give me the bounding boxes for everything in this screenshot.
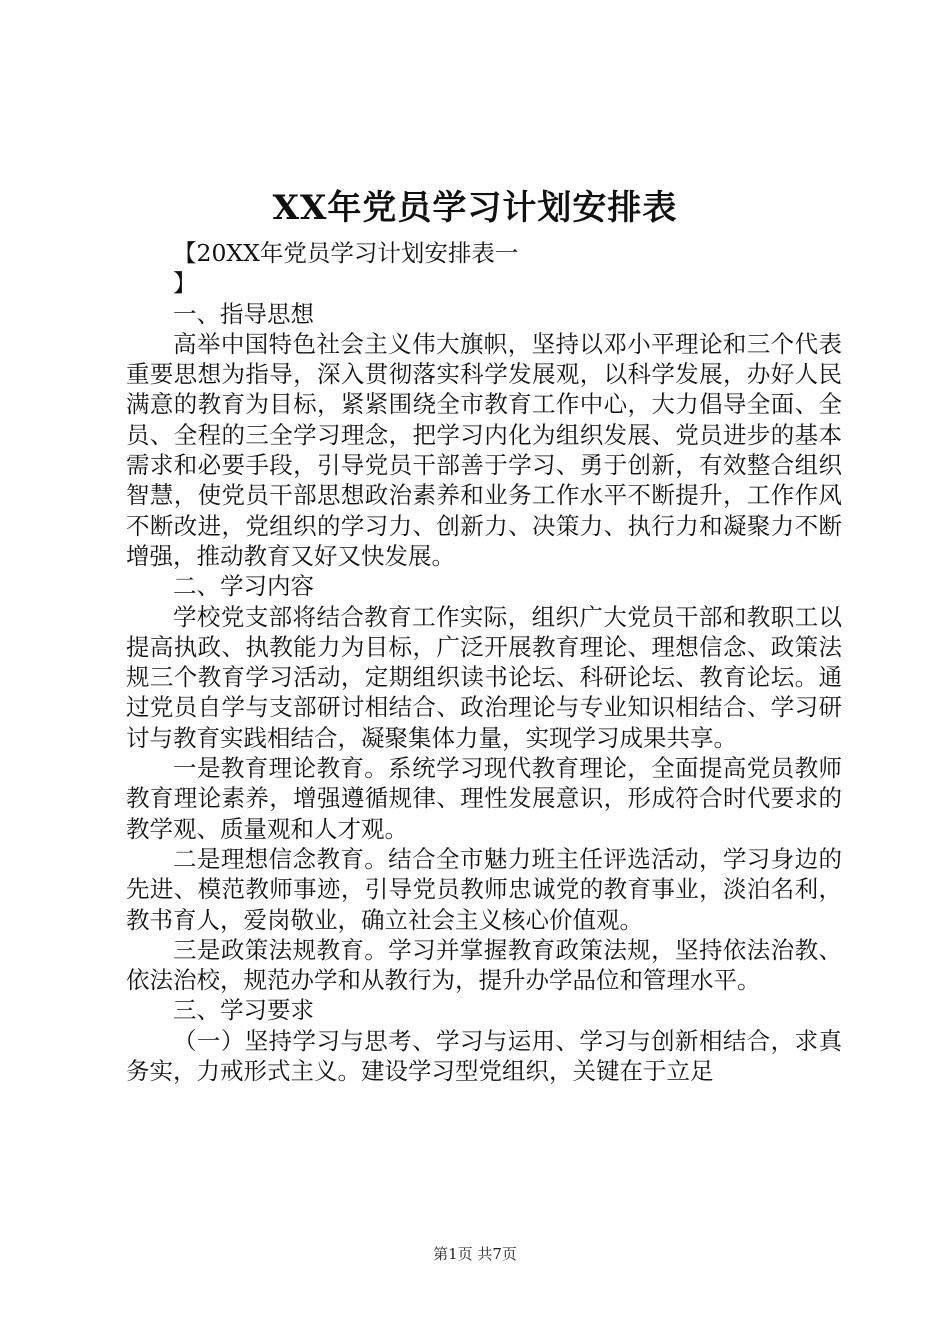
paragraph-subtitle-bracket: 】 bbox=[173, 269, 197, 298]
document-title: XX年党员学习计划安排表 bbox=[272, 188, 678, 228]
paragraph-ideals-education: 二是理想信念教育。结合全市魅力班主任评选活动，学习身边的先进、模范教师事迹，引导党员教师忠诚党的教育事业，淡泊名利，教书育人，爱岗敬业，确立社会主义核心价值观。 bbox=[126, 844, 842, 934]
paragraph-requirement-one: （一）坚持学习与思考、学习与运用、学习与创新相结合，求真务实，力戒形式主义。建设学习型党组织，关键在于立足 bbox=[126, 1026, 842, 1086]
section-heading-guiding-thought: 一、指导思想 bbox=[173, 299, 314, 328]
section-heading-study-content: 二、学习内容 bbox=[173, 572, 314, 601]
paragraph-theory-education: 一是教育理论教育。系统学习现代教育理论，全面提高党员教师教育理论素养，增强遵循规律、理性发展意识，形成符合时代要求的教学观、质量观和人才观。 bbox=[126, 754, 842, 843]
paragraph-study-content: 学校党支部将结合教育工作实际，组织广大党员干部和教职工以提高执政、执教能力为目标，广泛开展教育理论、理想信念、政策法规三个教育学习活动，定期组织读书论坛、科研论坛、教育论坛。通过党员自学与支部研讨相结合、政治理论与专业知识相结合、学习研讨与教育实践相结合，凝聚集体力量，实现学习成果共享。 bbox=[126, 602, 842, 752]
section-heading-study-requirements: 三、学习要求 bbox=[173, 996, 314, 1025]
document-body bbox=[126, 238, 842, 1086]
page-footer: 第1页 共7页 bbox=[433, 1245, 517, 1263]
paragraph-subtitle: 【20XX年党员学习计划安排表一 bbox=[173, 239, 519, 267]
paragraph-policy-education: 三是政策法规教育。学习并掌握教育政策法规，坚持依法治教、依法治校，规范办学和从教行为，提升办学品位和管理水平。 bbox=[126, 935, 842, 995]
paragraph-guiding-thought: 高举中国特色社会主义伟大旗帜，坚持以邓小平理论和三个代表重要思想为指导，深入贯彻落实科学发展观，以科学发展，办好人民满意的教育为目标，紧紧围绕全市教育工作中心，大力倡导全面、全员、全程的三全学习理念，把学习内化为组织发展、党员进步的基本需求和必要手段，引导党员干部善于学习、勇于创新，有效整合组织智慧，使党员干部思想政治素养和业务工作水平不断提升，工作作风不断改进，党组织的学习力、创新力、决策力、执行力和凝聚力不断增强，推动教育又好又快发展。 bbox=[126, 329, 842, 570]
